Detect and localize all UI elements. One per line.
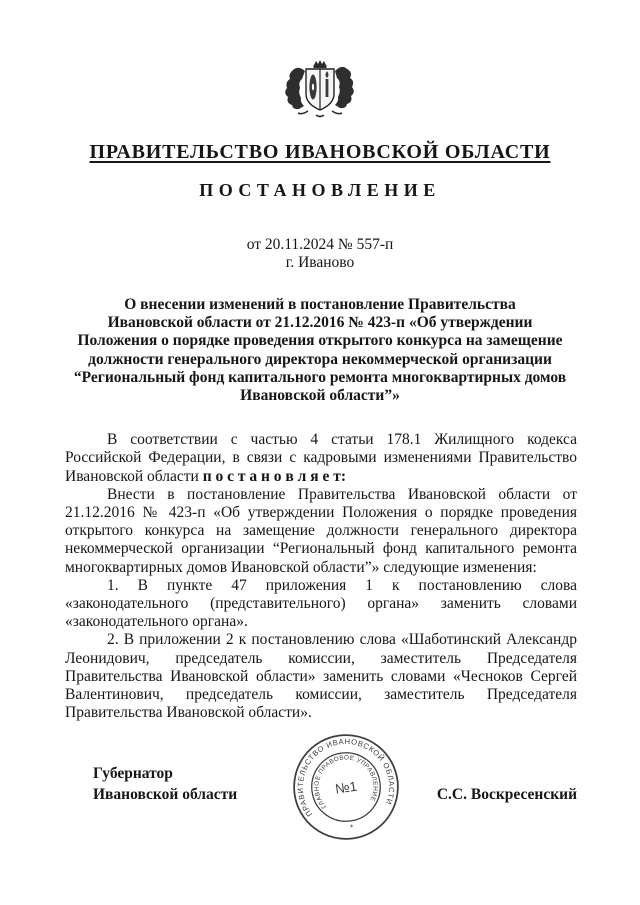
stamp-bottom-mark: * (349, 822, 354, 833)
decree-body (65, 431, 577, 722)
doc-date-number: от 20.11.2024 № 557-п (246, 236, 394, 253)
decree-title-line: должности генерального директора некоммерческой организации (88, 350, 552, 368)
svg-text:ПРАВИТЕЛЬСТВО ИВАНОВСКОЙ ОБЛ (289, 730, 399, 819)
org-name-heading: ПРАВИТЕЛЬСТВО ИВАНОВСКОЙ ОБЛАСТИ (89, 141, 551, 163)
paragraph-preamble (65, 431, 577, 486)
decree-title-line: Ивановской области от 21.12.2016 № 423-п «Об утверждении (107, 314, 533, 332)
signer-position (93, 764, 237, 805)
decree-title (65, 296, 575, 405)
signer-name: С.С. Воскресенский (436, 785, 577, 803)
signer-position-line2: Ивановской области (93, 785, 238, 803)
stamp-inner-ring-text: ГЛАВНОЕ ПРАВОВОЕ УПРАВЛЕНИЕ (313, 754, 379, 810)
stamp-outer-ring-text: ПРАВИТЕЛЬСТВО ИВАНОВСКОЙ ОБЛАСТИ (295, 736, 397, 819)
round-seal-stamp-icon (284, 725, 408, 849)
doc-city: г. Иваново (285, 254, 355, 271)
preamble-text: В соответствии с частью 4 статьи 178.1 Жилищного кодекса Российской Федерации, в связи с кадровыми изменениями Правительство Ивановской области (65, 431, 577, 485)
decree-title-line: О внесении изменений в постановление Правительства (124, 296, 516, 313)
letterhead (0, 0, 640, 201)
decree-title-line: Ивановской области”» (240, 387, 400, 405)
paragraph-amendment-intro: Внести в постановление Правительства Ивановской области от 21.12.2016 № 423-п «Об утверждении Положения о порядке проведения открытого конкурса на замещение должности генерального директора некоммерческой организации “Региональный фонд капитального ремонта многоквартирных домов Ивановской области”» следующие изменения: (65, 485, 577, 576)
decree-title-line: Положения о порядке проведения открытого конкурса на замещение (77, 332, 563, 350)
paragraph-item-1: 1. В пункте 47 приложения 1 к постановлению слова «законодательного (представительного) органа» заменить словами «законодательного органа». (65, 576, 577, 631)
signer-position-line1: Губернатор (93, 765, 173, 783)
paragraph-item-2: 2. В приложении 2 к постановлению слова «Шаботинский Александр Леонидович, председатель комиссии, заместитель Председателя Правительства Ивановской области» заменить словами «Чесноков Сергей Валентинович, председатель комиссии, заместитель Председателя Правительства Ивановской области». (65, 631, 577, 722)
dateline (0, 236, 640, 272)
doc-type-heading: ПОСТАНОВЛЕНИЕ (199, 180, 441, 200)
stamp-center-number: №1 (334, 778, 359, 797)
decree-title-line: “Региональный фонд капитального ремонта многоквартирных домов (73, 368, 567, 386)
decree-verb: п о с т а н о в л я е т: (202, 467, 347, 485)
ivanovo-coat-of-arms-icon (283, 58, 357, 122)
